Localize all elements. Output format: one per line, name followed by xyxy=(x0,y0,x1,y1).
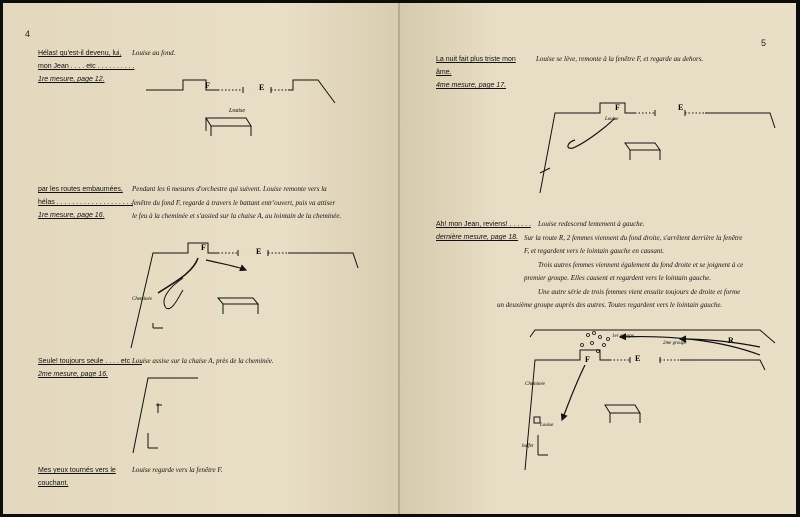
direction-line: Louise regarde vers la fenêtre F. xyxy=(132,466,223,474)
stage-diagram-5 xyxy=(535,98,785,198)
diagram-label: E xyxy=(635,354,641,363)
diagram-label: Louise xyxy=(229,108,246,114)
diagram-label: Cheminée xyxy=(132,297,152,302)
diagram-label: F xyxy=(205,81,210,90)
direction-line: Trois autres femmes viennent également du fond droite et se joignent à ce xyxy=(538,260,744,269)
cue-line: âme. xyxy=(436,69,452,76)
direction-line: fenêtre du fond F, regarde à travers le battant entr'ouvert, puis va attiser xyxy=(132,198,336,207)
diagram-label: F xyxy=(615,103,620,112)
cue-6 xyxy=(436,218,531,244)
direction-6 xyxy=(497,218,744,313)
cue-1 xyxy=(38,47,134,86)
direction-5 xyxy=(536,53,703,67)
direction-4 xyxy=(132,464,222,478)
cue-4 xyxy=(38,464,116,490)
cue-line: Hélas! qu'est-il devenu, lui, xyxy=(38,50,122,57)
stage-diagram-1 xyxy=(143,73,363,148)
direction-line: Louise au fond. xyxy=(132,49,176,57)
diagram-label: Louise xyxy=(605,117,619,122)
cue-line: par les routes embaumées, xyxy=(38,186,123,193)
left-page xyxy=(3,3,400,514)
diagram-label: E xyxy=(256,247,262,256)
stage-diagram-6 xyxy=(520,325,780,475)
cue-5 xyxy=(436,53,516,92)
diagram-label: F xyxy=(201,243,206,252)
diagram-label: E xyxy=(678,103,684,112)
stage-diagram-3 xyxy=(128,373,208,458)
stage-diagram-2 xyxy=(128,238,368,353)
direction-3 xyxy=(132,355,274,369)
diagram-label: Cheminée xyxy=(525,382,545,387)
diagram-label: 1er groupe xyxy=(612,334,634,339)
cue-line: couchant. xyxy=(38,480,69,487)
page-number-right: 5 xyxy=(761,38,767,48)
direction-2 xyxy=(132,183,341,224)
direction-line: Louise se lève, remonte à la fenêtre F, et regarde au dehors. xyxy=(536,55,704,63)
cue-line: dernière mesure, page 18. xyxy=(436,234,519,241)
diagram-label: E xyxy=(259,83,265,92)
cue-3 xyxy=(38,355,142,381)
direction-line: un deuxième groupe auprès des autres. Toutes regardent vers le lointain gauche. xyxy=(497,301,723,309)
direction-line: Sur la route R, 2 femmes viennent du fond droite, s'arrêtent derrière la fenêtre xyxy=(524,233,743,242)
cue-line: hélas . . . . . . . . . . . . . . . . . . . . xyxy=(38,199,133,206)
cue-line: La nuit fait plus triste mon xyxy=(436,56,516,63)
cue-line: 2me mesure, page 16. xyxy=(38,371,109,378)
diagram-label: buffet xyxy=(522,444,534,449)
direction-line: Louise assise sur la chaise A, près de la cheminée. xyxy=(132,357,274,365)
cue-line: 1re mesure, page 16. xyxy=(38,212,105,219)
cue-line: Ah! mon Jean, reviens! . . . . . . xyxy=(436,221,531,228)
diagram-label: R xyxy=(728,336,734,345)
cue-line: Seule! toujours seule . . . . etc . . . xyxy=(38,358,142,365)
right-page xyxy=(400,3,796,514)
cue-line: 1re mesure, page 12. xyxy=(38,76,105,83)
direction-line: F, et regardent vers le lointain gauche en causant. xyxy=(524,247,665,255)
diagram-label: 2me groupe xyxy=(663,341,687,346)
direction-1 xyxy=(132,47,175,61)
page-number-left: 4 xyxy=(25,29,31,39)
diagram-label: F xyxy=(585,355,590,364)
direction-line: Une autre série de trois femmes vient ensuite toujours de droite et forme xyxy=(538,287,741,296)
direction-line: Louise redescend lentement à gauche. xyxy=(538,220,645,228)
cue-line: mon Jean . . . . etc . . . . . . . . . . xyxy=(38,63,135,70)
diagram-label: Louise xyxy=(540,423,554,428)
direction-line: le feu à la cheminée et s'assied sur la chaise A, au lointain de la cheminée. xyxy=(132,212,342,220)
cue-line: Mes yeux tournés vers le xyxy=(38,467,116,474)
direction-line: Pendant les 6 mesures d'orchestre qui suivent. Louise remonte vers la xyxy=(132,185,327,193)
cue-line: 4me mesure, page 17. xyxy=(436,82,507,89)
cue-2 xyxy=(38,183,133,222)
direction-line: premier groupe. Elles causent et regardent vers le lointain gauche. xyxy=(524,274,711,282)
